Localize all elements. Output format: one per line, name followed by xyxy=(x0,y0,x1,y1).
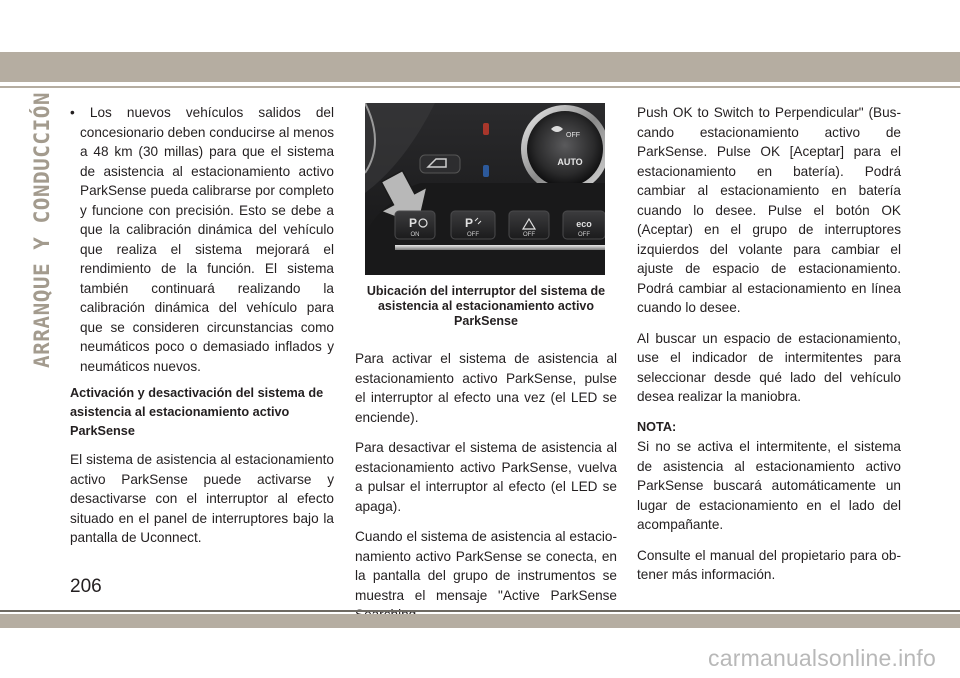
fan-off-label: OFF xyxy=(566,132,580,139)
note-text: Si no se activa el intermitente, el sistema de asistencia al estacionamiento activo ParkSense buscará automáticamente un lugar de estacionamiento en el lado del acompañante. xyxy=(637,439,901,532)
column-left xyxy=(70,103,334,559)
section-heading: Activación y desactivación del sistema de asistencia al estacionamiento activo ParkSense xyxy=(70,386,324,438)
footer-rule xyxy=(0,610,960,612)
owner-manual-paragraph: Consulte el manual del propietario para obtener más información. xyxy=(637,547,901,582)
turn-signal-paragraph: Al buscar un espacio de estacionamiento, use el indicador de intermitentes para seleccionar desde qué lado del vehículo desea realizar la maniobra. xyxy=(637,330,901,404)
calibration-bullet: • Los nuevos vehículos salidos del concesionario deben conducirse al menos a 48 km (30 millas) para que el sistema de asistencia al estacionamiento activo ParkSense pueda calibrarse por completo y funcione con precisión. Esto se debe a que la calibración dinámica del vehículo que realiza el sistema mejorará el rendimiento de la función. El sistema también continuará realizando la calibración dinámica del vehículo para que se consideren circunstancias como neumáticos poco o demasiado inflados y neumáticos nuevos. xyxy=(70,105,334,374)
section-side-tab xyxy=(27,91,57,369)
header-band xyxy=(0,52,960,82)
on-label: ON xyxy=(410,232,420,238)
park-assist-p-icon: P xyxy=(465,216,474,230)
auto-label: AUTO xyxy=(557,157,583,167)
off-label-3: OFF xyxy=(523,232,535,238)
column-right xyxy=(637,103,901,596)
off-label-2: OFF xyxy=(467,232,479,238)
off-label-4: OFF xyxy=(578,232,590,238)
message-paragraph: Cuando el sistema de asistencia al estacionamiento activo ParkSense se conecta, en la pantalla del grupo de instrumentos se muestra el mensaje "Active ParkSense xyxy=(355,529,617,603)
column-middle xyxy=(355,103,617,636)
intro-paragraph: El sistema de asistencia al estacionamiento activo ParkSense puede activarse y desactivarse con el interruptor al efecto situado en el panel de interruptores bajo la pantalla de Uconnect. xyxy=(70,452,334,545)
header-rule xyxy=(0,86,960,88)
page-number: 206 xyxy=(70,576,102,597)
note-label: NOTA: xyxy=(637,419,677,434)
switch-mode-paragraph: Push OK to Switch to Perpendicular" (Buscando estacionamiento activo de ParkSense. Pulse OK [Aceptar] para el estacionamiento en batería). Podrá cambiar al estacionamiento en batería cuando lo desee. Pulse el botón OK (Aceptar) en el grupo de interruptores izquierdos del volante para cambiar el ajuste de espacio de estacionamiento. Podrá cambiar al estacionamiento en línea cuando lo desee. xyxy=(637,105,901,315)
figure-caption: Ubicación del interruptor del sistema de asistencia al estacionamiento activo ParkSense xyxy=(366,284,606,328)
eco-label: eco xyxy=(576,219,592,229)
parksense-p-icon: P xyxy=(409,216,418,230)
activate-paragraph: Para activar el sistema de asistencia al estacionamiento activo ParkSense, pulse el interruptor al efecto una vez (el LED se enciende). xyxy=(355,351,617,425)
watermark: carmanualsonline.info xyxy=(708,645,936,671)
footer-band xyxy=(0,614,960,628)
switch-panel-illustration xyxy=(365,103,605,275)
deactivate-paragraph: Para desactivar el sistema de asistencia al estacionamiento activo ParkSense, vuelva a pulsar el interruptor al efecto (el LED se apaga). xyxy=(355,440,617,514)
section-title: ARRANQUE Y CONDUCCIÓN xyxy=(30,91,54,369)
parksense-switch-photo xyxy=(365,103,605,275)
